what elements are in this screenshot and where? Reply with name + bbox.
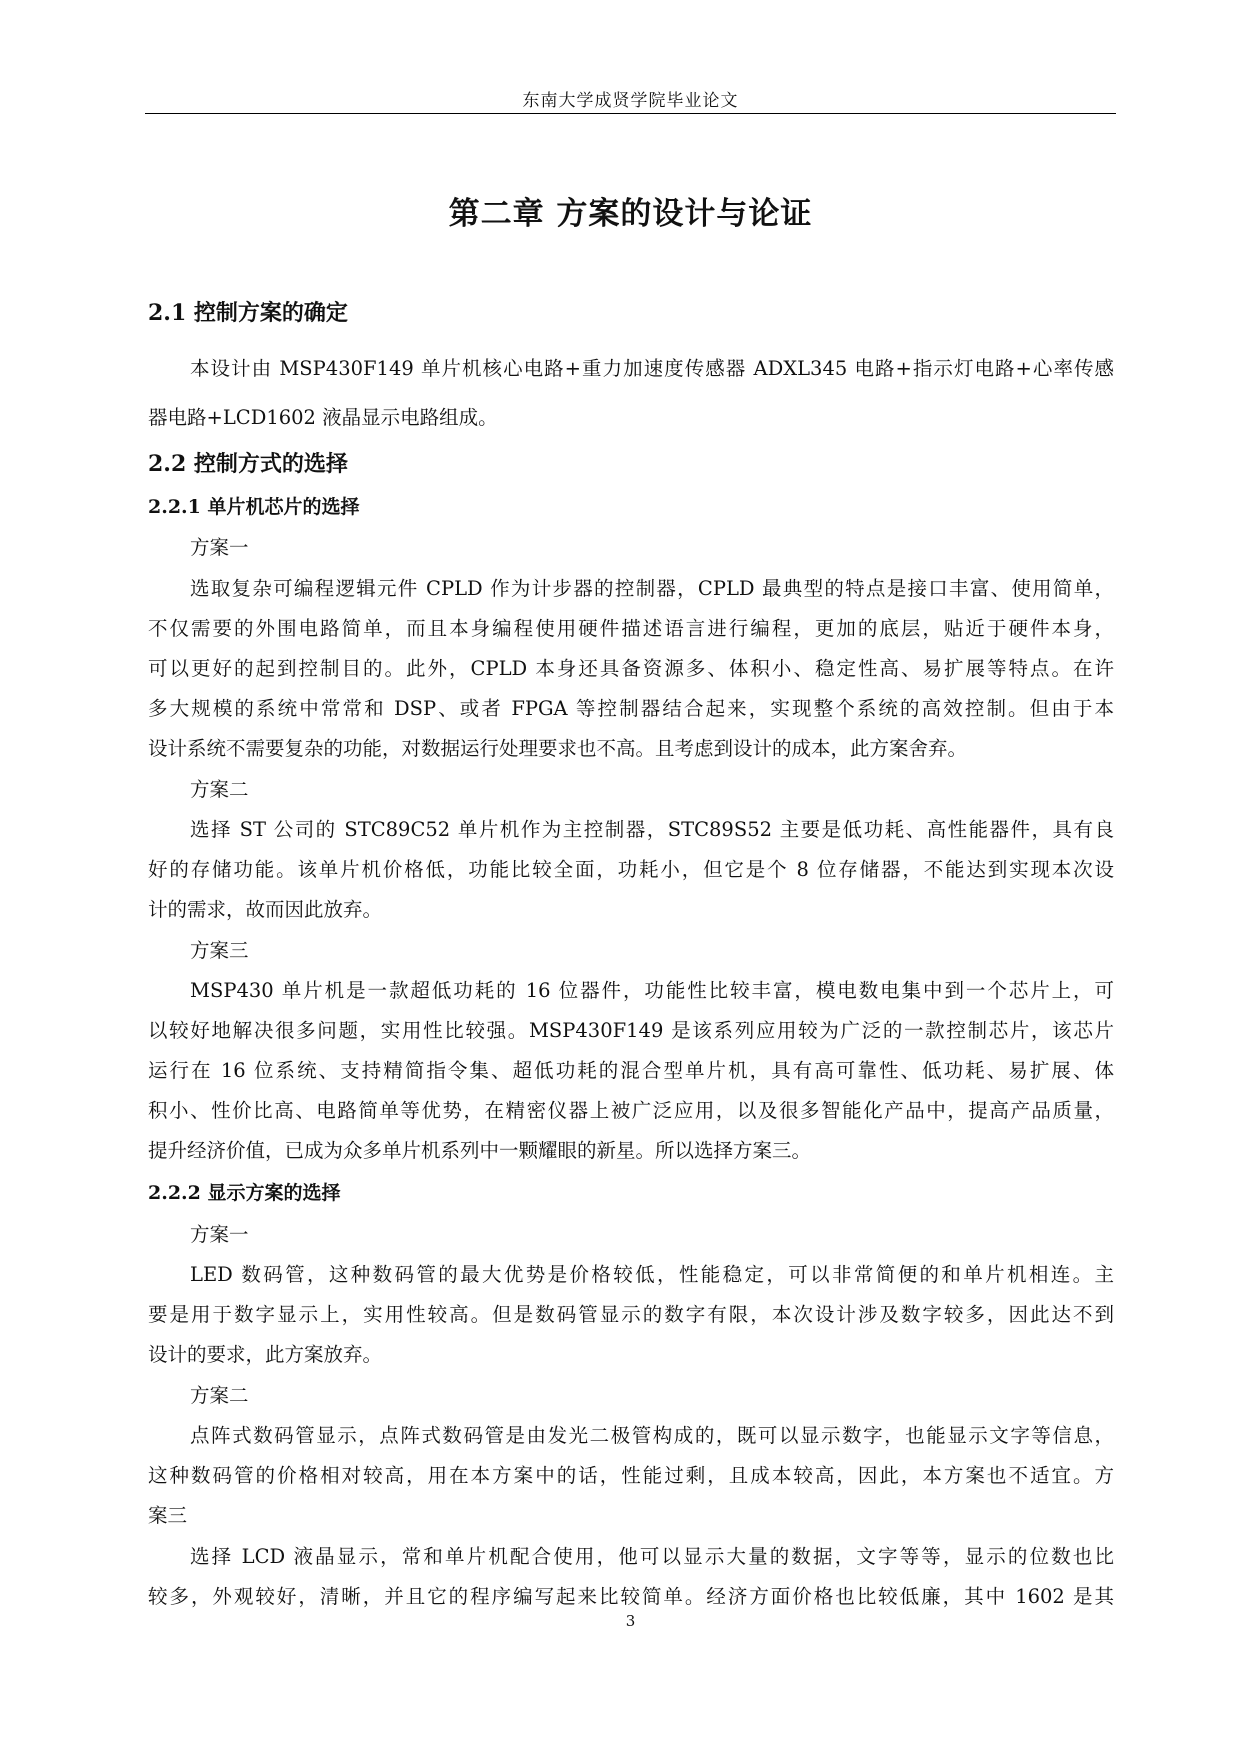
header-rule	[145, 113, 1116, 114]
paragraph-line: 点阵式数码管显示，点阵式数码管是由发光二极管构成的，既可以显示数字，也能显示文字等信息，	[190, 1424, 1114, 1447]
paragraph-line: 可以更好的起到控制目的。此外，CPLD 本身还具备资源多、体积小、稳定性高、易扩展等特点。在许	[148, 657, 1114, 680]
paragraph-line: 较多，外观较好，清晰，并且它的程序编写起来比较简单。经济方面价格也比较低廉，其中 1602 是其	[148, 1585, 1114, 1608]
paragraph-line: MSP430 单片机是一款超低功耗的 16 位器件，功能性比较丰富，模电数电集中到一个芯片上，可	[190, 979, 1114, 1002]
paragraph-line: 设计系统不需要复杂的功能，对数据运行处理要求也不高。且考虑到设计的成本，此方案舍弃。	[148, 737, 968, 760]
paragraph-line: LED 数码管，这种数码管的最大优势是价格较低，性能稳定，可以非常简便的和单片机相连。主	[190, 1263, 1114, 1286]
paragraph-line: 选择 ST 公司的 STC89C52 单片机作为主控制器，STC89S52 主要是低功耗、高性能器件，具有良	[190, 818, 1114, 841]
running-header: 东南大学成贤学院毕业论文	[522, 91, 739, 111]
paragraph-line: 本设计由 MSP430F149 单片机核心电路+重力加速度传感器 ADXL345 电路+指示灯电路+心率传感	[190, 357, 1114, 380]
subsection-heading-2-2-2: 2.2.2 显示方案的选择	[148, 1182, 341, 1204]
paragraph-line: 提升经济价值，已成为众多单片机系列中一颗耀眼的新星。所以选择方案三。	[148, 1139, 812, 1162]
plan-label: 方案三	[190, 939, 249, 962]
paragraph-line: 选择 LCD 液晶显示，常和单片机配合使用，他可以显示大量的数据，文字等等，显示的位数也比	[190, 1545, 1114, 1568]
paragraph-line: 案三	[148, 1504, 188, 1527]
paragraph-line: 好的存储功能。该单片机价格低，功能比较全面，功耗小，但它是个 8 位存储器，不能达到实现本次设	[148, 858, 1114, 881]
section-heading-2-2: 2.2 控制方式的选择	[148, 451, 348, 477]
paragraph-line: 选取复杂可编程逻辑元件 CPLD 作为计步器的控制器，CPLD 最典型的特点是接口丰富、使用简单，	[190, 577, 1114, 600]
plan-label: 方案一	[190, 536, 249, 559]
paragraph-line: 这种数码管的价格相对较高，用在本方案中的话，性能过剩，且成本较高，因此，本方案也不适宜。方	[148, 1464, 1114, 1487]
paragraph-line: 不仅需要的外围电路简单，而且本身编程使用硬件描述语言进行编程，更加的底层，贴近于硬件本身，	[148, 617, 1114, 640]
page-number: 3	[625, 1612, 636, 1630]
subsection-heading-2-2-1: 2.2.1 单片机芯片的选择	[148, 496, 360, 518]
plan-label: 方案二	[190, 1384, 249, 1407]
paragraph-line: 设计的要求，此方案放弃。	[148, 1343, 383, 1366]
paragraph-line: 要是用于数字显示上，实用性较高。但是数码管显示的数字有限，本次设计涉及数字较多，因此达不到	[148, 1303, 1114, 1326]
paragraph-line: 积小、性价比高、电路简单等优势，在精密仪器上被广泛应用，以及很多智能化产品中，提高产品质量，	[148, 1099, 1114, 1122]
paragraph-line: 器电路+LCD1602 液晶显示电路组成。	[148, 406, 498, 429]
paragraph-line: 以较好地解决很多问题，实用性比较强。MSP430F149 是该系列应用较为广泛的一款控制芯片，该芯片	[148, 1019, 1114, 1042]
plan-label: 方案二	[190, 778, 249, 801]
paragraph-line: 多大规模的系统中常常和 DSP、或者 FPGA 等控制器结合起来，实现整个系统的高效控制。但由于本	[148, 697, 1114, 720]
section-heading-2-1: 2.1 控制方案的确定	[148, 300, 348, 326]
plan-label: 方案一	[190, 1223, 249, 1246]
paragraph-line: 运行在 16 位系统、支持精简指令集、超低功耗的混合型单片机，具有高可靠性、低功耗、易扩展、体	[148, 1059, 1114, 1082]
paragraph-line: 计的需求，故而因此放弃。	[148, 898, 383, 921]
chapter-title: 第二章 方案的设计与论证	[448, 196, 813, 232]
